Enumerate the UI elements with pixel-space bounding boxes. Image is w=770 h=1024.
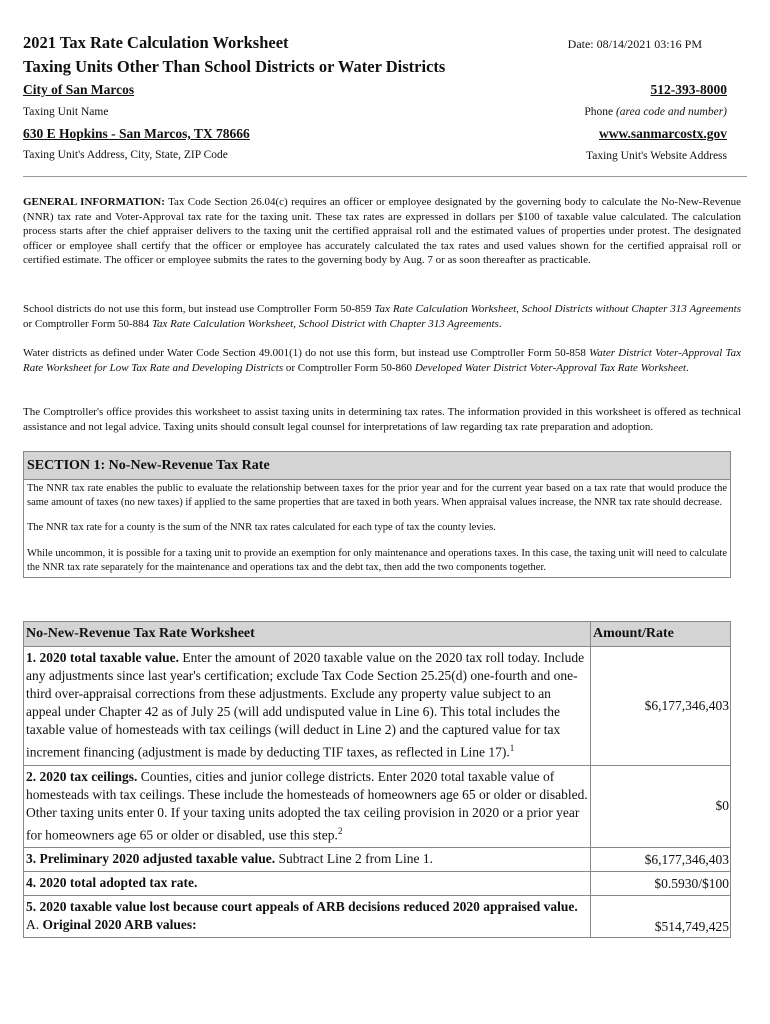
line-2-heading: 2. 2020 tax ceilings. xyxy=(26,768,138,784)
water-note-text-a: Water districts as defined under Water Code Section 49.001(1) do not use this form, but instead use Comptroller Form 50-858 xyxy=(23,347,590,359)
table-row xyxy=(24,872,731,896)
phone-label-hint: (area code and number) xyxy=(615,106,727,118)
water-note-form-858: Water District Voter-Approval Tax Rate Worksheet for Low Tax Rate and Developing Districts xyxy=(23,347,741,374)
section-1-paragraph: The NNR tax rate enables the public to evaluate the relationship between taxes for the prior year and for the current year based on a tax rate that would produce the same amount of taxes (no new taxes) if applied to the same properties that are taxed in both years. When appraisal values increase, the NNR tax rate should decrease. xyxy=(27,483,727,509)
table-row xyxy=(24,765,731,848)
line-2-text: Counties, cities and junior college districts. Enter 2020 total taxable value of homesteads with tax ceilings. These include the homesteads of homeowners age 65 or older or disabled. Other taxing units enter 0. If your taxing units adopted the tax ceiling provision in 2020 or a prior year for homeowners age 65 or older or disabled, use this step. xyxy=(26,768,588,842)
line-5-description xyxy=(24,896,591,938)
line-3-text: Subtract Line 2 from Line 1. xyxy=(275,851,433,866)
line-1-heading: 1. 2020 total taxable value. xyxy=(26,650,179,665)
line-5a-prefix: A. xyxy=(26,917,43,932)
phone-label-text: Phone xyxy=(584,106,616,118)
website-label: Taxing Unit's Website Address xyxy=(586,150,727,162)
section-1-paragraph: While uncommon, it is possible for a taxing unit to provide an exemption for only maintenance and operations taxes. In this case, the taxing unit will need to calculate the NNR tax rate separately for the maintenance and operations tax and the debt tax, then add the two components together. xyxy=(27,547,727,573)
school-note-form-859: Tax Rate Calculation Worksheet, School Districts without Chapter 313 Agreements xyxy=(374,303,742,315)
line-1-text: Enter the amount of 2020 taxable value on the 2020 tax roll today. Include any adjustments since last year's certification; exclude Tax Code Section 25.25(d) one-fourth and one-third over-appraisal corrections from these adjustments. Exclude any property value subject to an appeal under Chapter 42 as of July 25 (will add undisputed value in Line 6). This total includes the taxable value of homesteads with tax ceilings (will deduct in Line 2) and the captured value for tax increment financing (adjustment is made by deducting TIF taxes, as reflected in Line 17). xyxy=(26,650,585,760)
water-note-text-c: or Comptroller Form 50-860 xyxy=(283,361,415,374)
section-1-paragraph: The NNR tax rate for a county is the sum of the NNR tax rates calculated for each type of tax the county levies. xyxy=(27,522,496,534)
water-note-text-e: . xyxy=(686,361,689,374)
general-information xyxy=(23,195,741,268)
school-note-text-c: or Comptroller Form 50-884 xyxy=(23,317,152,330)
line-2-amount: $0 xyxy=(591,765,731,848)
line-4-description xyxy=(24,872,591,896)
form-date: Date: 08/14/2021 03:16 PM xyxy=(567,37,702,51)
form-subtitle: Taxing Units Other Than School Districts or Water Districts xyxy=(23,57,446,76)
header-divider xyxy=(23,176,747,177)
nnr-worksheet-table xyxy=(23,621,731,938)
table-row xyxy=(24,647,731,766)
table-row xyxy=(24,848,731,872)
taxing-unit-name-label: Taxing Unit Name xyxy=(23,106,109,118)
water-note-form-860: Developed Water District Voter-Approval Tax Rate Worksheet xyxy=(414,361,687,374)
table-row xyxy=(24,896,731,938)
comptroller-note: The Comptroller's office provides this worksheet to assist taxing units in determining tax rates. The information provided in this worksheet is offered as technical assistance and not legal advice. Taxing units should consult legal counsel for interpretations of law regarding tax rate preparation and adoption. xyxy=(23,406,741,433)
phone-value: 512-393-8000 xyxy=(650,82,727,97)
school-districts-note xyxy=(23,302,741,331)
school-note-text-a: School districts do not use this form, but instead use Comptroller Form 50-859 xyxy=(23,303,375,315)
website-link[interactable]: www.sanmarcostx.gov xyxy=(599,126,727,141)
school-note-form-884: Tax Rate Calculation Worksheet, School District with Chapter 313 Agreements xyxy=(151,317,499,330)
line-3-description xyxy=(24,848,591,872)
general-information-text: Tax Code Section 26.04(c) requires an officer or employee designated by the governing body to calculate the No-New-Revenue (NNR) tax rate and Voter-Approval tax rate for the taxing unit. These tax rates are expressed in dollars per $100 of taxable value calculated. The calculation process starts after the chief appraiser delivers to the taxing unit the certified appraisal roll and the estimated values of properties under protest. The designated officer or employee shall certify that the officer or employee has accurately calculated the tax rates and used values shown for the certified appraisal roll or certified estimate. The officer or employee submits the rates to the governing body by Aug. 7 or as soon thereafter as practicable. xyxy=(23,196,741,267)
line-4-amount: $0.5930/$100 xyxy=(591,872,731,896)
column-header-amount: Amount/Rate xyxy=(591,622,731,647)
section-1-body xyxy=(24,480,730,577)
phone-label xyxy=(584,106,727,118)
taxing-unit-name-value: City of San Marcos xyxy=(23,82,135,97)
section-1-box xyxy=(23,451,731,578)
address-value: 630 E Hopkins - San Marcos, TX 78666 xyxy=(23,126,250,141)
line-3-amount: $6,177,346,403 xyxy=(591,848,731,872)
line-2-footnote: 2 xyxy=(337,825,343,836)
line-3-heading: 3. Preliminary 2020 adjusted taxable value. xyxy=(26,851,276,866)
line-1-description xyxy=(24,647,591,766)
column-header-description: No-New-Revenue Tax Rate Worksheet xyxy=(24,622,591,647)
line-5a-label: Original 2020 ARB values: xyxy=(42,917,197,932)
table-header-row xyxy=(24,622,731,647)
line-4-heading: 4. 2020 total adopted tax rate. xyxy=(26,875,198,890)
line-1-footnote: 1 xyxy=(509,743,515,753)
address-label: Taxing Unit's Address, City, State, ZIP Code xyxy=(23,149,228,161)
line-2-description xyxy=(24,765,591,848)
water-districts-note xyxy=(23,346,741,375)
line-5-heading: 5. 2020 taxable value lost because court appeals of ARB decisions reduced 2020 appraised value. xyxy=(26,899,578,914)
school-note-text-e: . xyxy=(498,317,502,330)
line-1-amount: $6,177,346,403 xyxy=(591,647,731,766)
form-title: 2021 Tax Rate Calculation Worksheet xyxy=(23,33,289,52)
general-information-lead: GENERAL INFORMATION: xyxy=(23,196,165,208)
line-5a-amount: $514,749,425 xyxy=(591,896,731,938)
section-1-title: SECTION 1: No-New-Revenue Tax Rate xyxy=(24,452,730,480)
